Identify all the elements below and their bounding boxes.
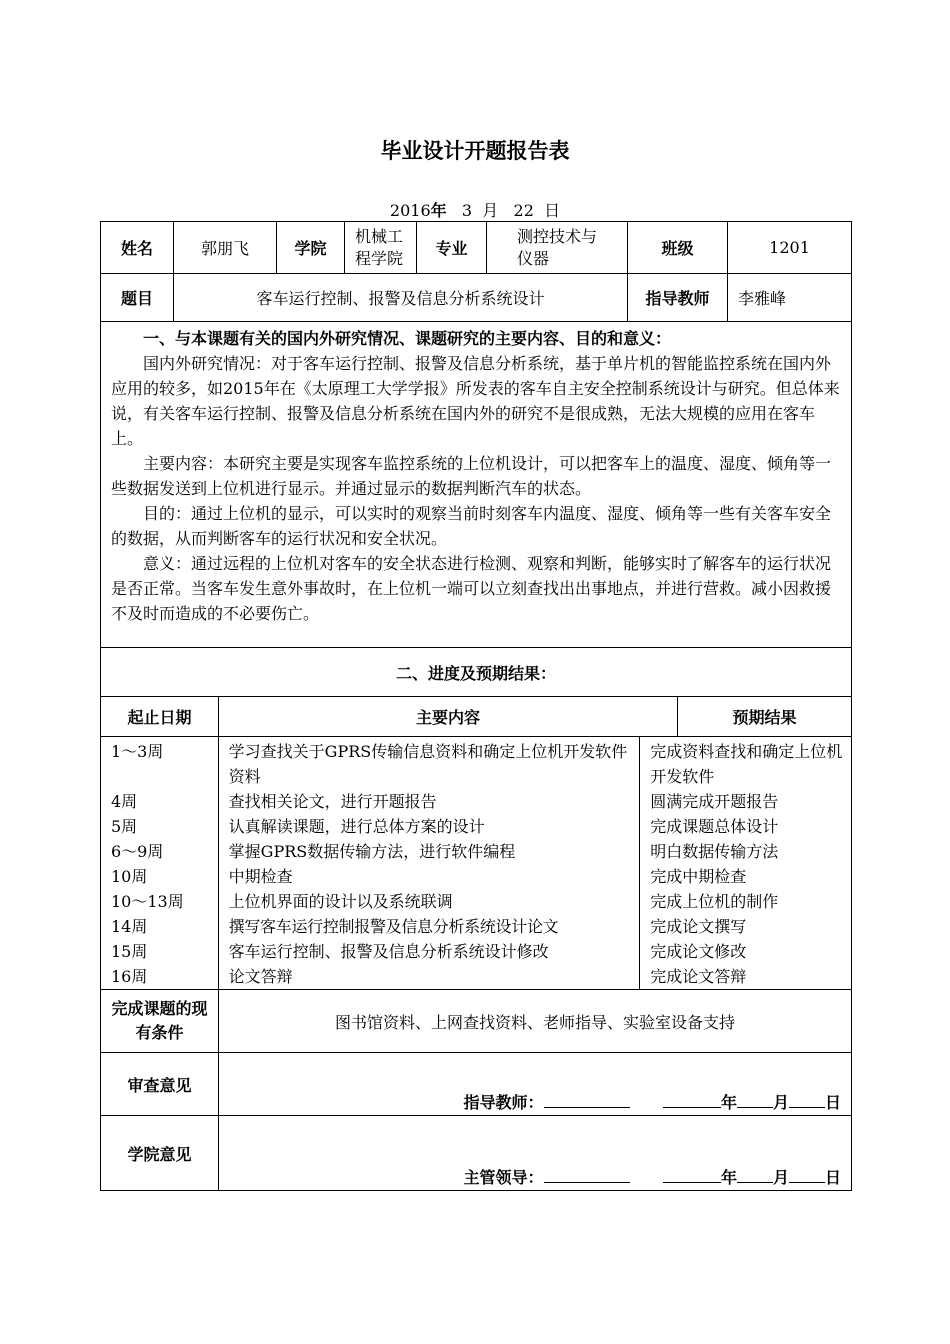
date-month: 3 [461, 201, 473, 220]
plan-result: 完成论文修改 [650, 942, 747, 961]
topic-label: 题目 [101, 274, 174, 322]
day-blank[interactable] [789, 1091, 825, 1108]
name-value: 郭朋飞 [174, 222, 277, 274]
date-year: 2016 [389, 201, 431, 220]
plan-date: 15周 [111, 942, 148, 961]
col-dates-header: 起止日期 [101, 697, 219, 737]
review-signature-area [219, 1053, 852, 1116]
college-signer-label: 主管领导： [463, 1168, 544, 1187]
month-label: 月 [773, 1168, 790, 1187]
college-signature-area [219, 1116, 852, 1191]
col-content-header: 主要内容 [219, 697, 678, 737]
review-signer-label: 指导教师： [463, 1093, 544, 1112]
year-blank[interactable] [663, 1091, 721, 1108]
section2-heading: 二、进度及预期结果： [101, 648, 852, 697]
month-blank[interactable] [737, 1166, 773, 1183]
plan-content-column [218, 737, 640, 989]
conditions-value: 图书馆资料、上网查找资料、老师指导、实验室设备支持 [219, 990, 852, 1053]
research-section [101, 322, 852, 648]
plan-result: 完成资料查找和确定上位机开发软件 [650, 742, 843, 786]
plan-result: 完成上位机的制作 [650, 892, 779, 911]
major-label: 专业 [417, 222, 487, 274]
class-label: 班级 [628, 222, 728, 274]
college-opinion-row [101, 1116, 852, 1191]
date-year-label: 年 [430, 201, 447, 220]
plan-date: 4周 [111, 792, 138, 811]
plan-body-row [101, 737, 852, 990]
plan-content: 中期检查 [228, 867, 293, 886]
plan-result: 完成中期检查 [650, 867, 747, 886]
plan-result-column [640, 737, 851, 989]
month-label: 月 [773, 1093, 790, 1112]
conditions-label: 完成课题的现有条件 [101, 990, 219, 1053]
college-opinion-label: 学院意见 [101, 1116, 219, 1191]
signature-blank[interactable] [544, 1091, 630, 1108]
plan-result: 完成论文答辩 [650, 967, 747, 986]
advisor-label: 指导教师 [628, 274, 728, 322]
plan-result: 圆满完成开题报告 [650, 792, 779, 811]
plan-date: 10～13周 [111, 892, 184, 911]
conditions-row [101, 990, 852, 1053]
info-row [101, 222, 852, 274]
section2-heading-row [101, 648, 852, 697]
topic-value: 客车运行控制、报警及信息分析系统设计 [174, 274, 628, 322]
section1-paragraph: 目的：通过上位机的显示，可以实时的观察当前时刻客车内温度、湿度、倾角等一些有关客车安全的数据，从而判断客车的运行状况和安全状况。 [111, 504, 832, 548]
plan-content: 客车运行控制、报警及信息分析系统设计修改 [228, 942, 549, 961]
college-label: 学院 [277, 222, 345, 274]
major-value: 测控技术与仪器 [487, 222, 628, 274]
college-value: 机械工程学院 [345, 222, 417, 274]
plan-date: 16周 [111, 967, 148, 986]
plan-content: 查找相关论文，进行开题报告 [228, 792, 437, 811]
plan-content: 掌握GPRS数据传输方法，进行软件编程 [228, 842, 516, 861]
plan-result: 明白数据传输方法 [650, 842, 779, 861]
plan-date: 5周 [111, 817, 138, 836]
date-day: 22 [513, 201, 534, 220]
year-label: 年 [720, 1168, 737, 1187]
section1-paragraph: 意义：通过远程的上位机对客车的安全状态进行检测、观察和判断，能够实时了解客车的运行状况是否正常。当客车发生意外事故时，在上位机一端可以立刻查找出出事地点，并进行营救。减小因救援不及时而造成的不必要伤亡。 [111, 554, 832, 623]
section1-paragraph: 国内外研究情况：对于客车运行控制、报警及信息分析系统，基于单片机的智能监控系统在国内外应用的较多，如2015年在《太原理工大学学报》所发表的客车自主安全控制系统设计与研究。但总体来说，有关客车运行控制、报警及信息分析系统在国内外的研究不是很成熟，无法大规模的应用在客车上。 [111, 354, 840, 448]
topic-row [101, 274, 852, 322]
section1-row [101, 322, 852, 648]
plan-content: 认真解读课题，进行总体方案的设计 [228, 817, 485, 836]
year-blank[interactable] [663, 1166, 721, 1183]
plan-content: 论文答辩 [228, 967, 293, 986]
college-signature-line [464, 1165, 841, 1188]
month-blank[interactable] [737, 1091, 773, 1108]
date-day-label: 日 [544, 201, 561, 220]
advisor-value: 李雅峰 [728, 274, 852, 322]
plan-body [101, 737, 852, 990]
review-row [101, 1053, 852, 1116]
review-label: 审查意见 [101, 1053, 219, 1116]
report-form-table [100, 221, 852, 1191]
page-title: 毕业设计开题报告表 [380, 139, 570, 163]
plan-date: 6～9周 [111, 842, 164, 861]
review-signature-line [464, 1090, 841, 1113]
plan-result: 完成课题总体设计 [650, 817, 779, 836]
plan-content: 撰写客车运行控制报警及信息分析系统设计论文 [228, 917, 559, 936]
plan-content: 上位机界面的设计以及系统联调 [228, 892, 453, 911]
plan-date: 10周 [111, 867, 148, 886]
year-label: 年 [720, 1093, 737, 1112]
plan-date: 14周 [111, 917, 148, 936]
name-label: 姓名 [101, 222, 174, 274]
signature-blank[interactable] [544, 1166, 630, 1183]
section1-paragraph: 主要内容：本研究主要是实现客车监控系统的上位机设计，可以把客车上的温度、湿度、倾角等一些数据发送到上位机进行显示。并通过显示的数据判断汽车的状态。 [111, 454, 832, 498]
day-blank[interactable] [789, 1166, 825, 1183]
class-value: 1201 [728, 222, 852, 274]
report-date [0, 198, 950, 221]
plan-result: 完成论文撰写 [650, 917, 747, 936]
plan-dates-column [101, 737, 218, 989]
plan-date: 1～3周 [111, 742, 164, 761]
plan-header-row [101, 697, 852, 737]
day-label: 日 [825, 1093, 842, 1112]
day-label: 日 [825, 1168, 842, 1187]
date-month-label: 月 [482, 201, 499, 220]
section1-heading: 一、与本课题有关的国内外研究情况、课题研究的主要内容、目的和意义： [143, 329, 672, 348]
plan-content: 学习查找关于GPRS传输信息资料和确定上位机开发软件资料 [228, 742, 628, 786]
col-result-header: 预期结果 [678, 697, 852, 737]
plan-table [101, 737, 851, 989]
